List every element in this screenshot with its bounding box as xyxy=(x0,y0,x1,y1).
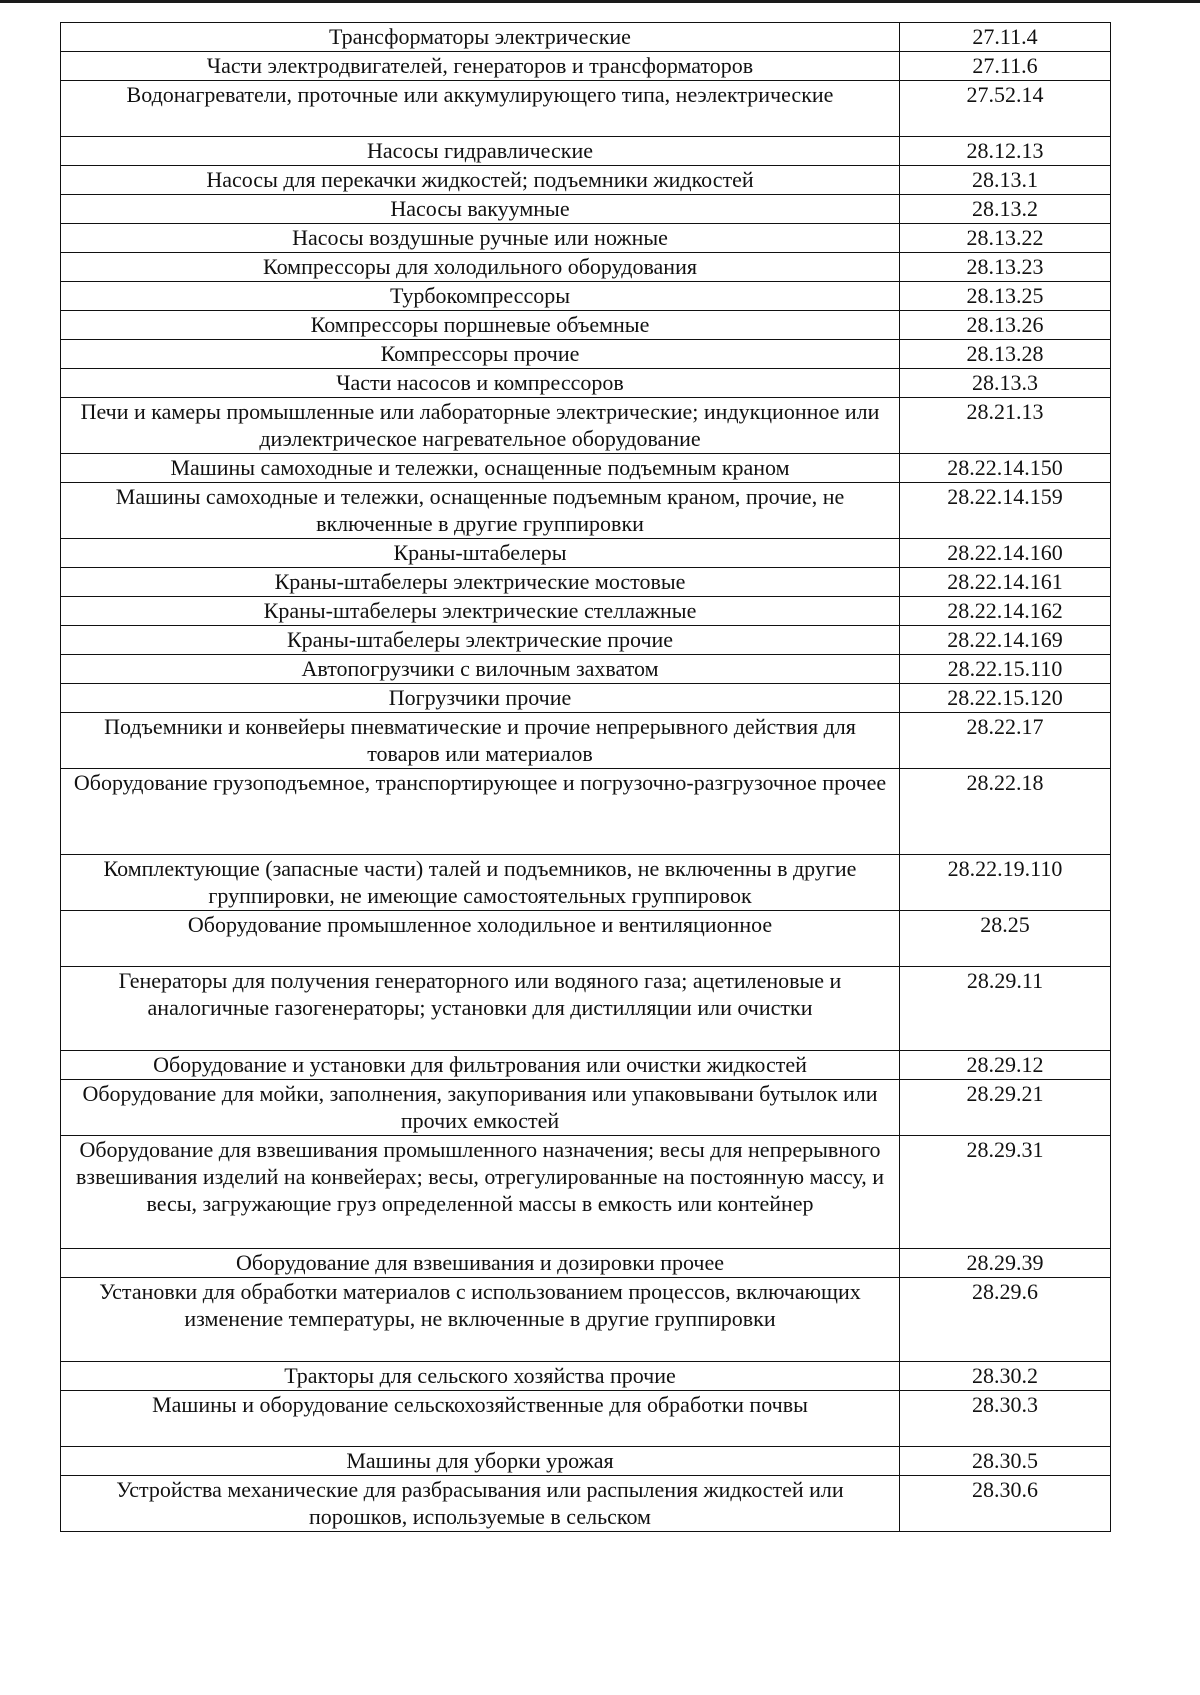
item-code-cell: 27.11.4 xyxy=(900,23,1111,52)
item-code-cell: 28.13.26 xyxy=(900,311,1111,340)
item-code-cell: 28.30.6 xyxy=(900,1476,1111,1532)
table-body xyxy=(61,23,1111,1532)
item-name-cell: Печи и камеры промышленные или лабораторные электрические; индукционное или диэлектрическое нагревательное оборудование xyxy=(61,398,900,454)
table-row xyxy=(61,684,1111,713)
table-row xyxy=(61,1136,1111,1249)
item-code-cell: 28.22.15.110 xyxy=(900,655,1111,684)
item-code-cell: 27.52.14 xyxy=(900,81,1111,137)
item-code-cell: 28.25 xyxy=(900,911,1111,967)
item-code-cell: 28.29.39 xyxy=(900,1249,1111,1278)
item-code-cell: 28.13.2 xyxy=(900,195,1111,224)
item-code-cell: 28.22.19.110 xyxy=(900,855,1111,911)
table-row xyxy=(61,967,1111,1051)
table-row xyxy=(61,1476,1111,1532)
top-scan-edge xyxy=(0,0,1200,3)
table-row xyxy=(61,454,1111,483)
item-code-cell: 28.13.25 xyxy=(900,282,1111,311)
item-code-cell: 28.29.6 xyxy=(900,1278,1111,1362)
table-row xyxy=(61,81,1111,137)
item-code-cell: 28.22.18 xyxy=(900,769,1111,855)
table-row xyxy=(61,539,1111,568)
table-row xyxy=(61,340,1111,369)
item-code-cell: 28.13.28 xyxy=(900,340,1111,369)
table-row xyxy=(61,23,1111,52)
item-name-cell: Краны-штабелеры электрические стеллажные xyxy=(61,597,900,626)
table-row xyxy=(61,568,1111,597)
item-code-cell: 28.30.5 xyxy=(900,1447,1111,1476)
item-code-cell: 28.29.21 xyxy=(900,1080,1111,1136)
table-row xyxy=(61,224,1111,253)
table-row xyxy=(61,195,1111,224)
table-row xyxy=(61,855,1111,911)
item-name-cell: Краны-штабелеры xyxy=(61,539,900,568)
item-name-cell: Водонагреватели, проточные или аккумулирующего типа, неэлектрические xyxy=(61,81,900,137)
table-row xyxy=(61,1249,1111,1278)
item-code-cell: 28.13.22 xyxy=(900,224,1111,253)
item-name-cell: Оборудование грузоподъемное, транспортирующее и погрузочно-разгрузочное прочее xyxy=(61,769,900,855)
item-code-cell: 28.13.1 xyxy=(900,166,1111,195)
item-name-cell: Оборудование для взвешивания и дозировки прочее xyxy=(61,1249,900,1278)
item-name-cell: Установки для обработки материалов с использованием процессов, включающих изменение температуры, не включенные в другие группировки xyxy=(61,1278,900,1362)
table-row xyxy=(61,52,1111,81)
item-name-cell: Краны-штабелеры электрические мостовые xyxy=(61,568,900,597)
item-name-cell: Компрессоры поршневые объемные xyxy=(61,311,900,340)
item-code-cell: 28.30.3 xyxy=(900,1391,1111,1447)
item-name-cell: Погрузчики прочие xyxy=(61,684,900,713)
item-name-cell: Машины самоходные и тележки, оснащенные подъемным краном xyxy=(61,454,900,483)
item-name-cell: Машины и оборудование сельскохозяйственные для обработки почвы xyxy=(61,1391,900,1447)
item-name-cell: Части электродвигателей, генераторов и трансформаторов xyxy=(61,52,900,81)
item-name-cell: Автопогрузчики с вилочным захватом xyxy=(61,655,900,684)
item-name-cell: Насосы для перекачки жидкостей; подъемники жидкостей xyxy=(61,166,900,195)
table-row xyxy=(61,253,1111,282)
table-row xyxy=(61,137,1111,166)
table-row xyxy=(61,311,1111,340)
item-code-cell: 28.21.13 xyxy=(900,398,1111,454)
table-row xyxy=(61,483,1111,539)
item-name-cell: Оборудование для взвешивания промышленного назначения; весы для непрерывного взвешивания изделий на конвейерах; весы, отрегулированные на постоянную массу, и весы, загружающие груз определенной массы в емкость или контейнер xyxy=(61,1136,900,1249)
item-name-cell: Оборудование для мойки, заполнения, закупоривания или упаковывани бутылок или прочих емкостей xyxy=(61,1080,900,1136)
item-name-cell: Части насосов и компрессоров xyxy=(61,369,900,398)
item-name-cell: Тракторы для сельского хозяйства прочие xyxy=(61,1362,900,1391)
item-name-cell: Генераторы для получения генераторного или водяного газа; ацетиленовые и аналогичные газогенераторы; установки для дистилляции или очистки xyxy=(61,967,900,1051)
item-code-cell: 28.22.15.120 xyxy=(900,684,1111,713)
table-row xyxy=(61,1447,1111,1476)
table-row xyxy=(61,655,1111,684)
item-name-cell: Оборудование промышленное холодильное и вентиляционное xyxy=(61,911,900,967)
item-code-cell: 28.12.13 xyxy=(900,137,1111,166)
item-code-cell: 28.22.14.150 xyxy=(900,454,1111,483)
item-name-cell: Комплектующие (запасные части) талей и подъемников, не включенны в другие группировки, не имеющие самостоятельных группировок xyxy=(61,855,900,911)
item-code-cell: 28.22.14.159 xyxy=(900,483,1111,539)
table-row xyxy=(61,398,1111,454)
table-row xyxy=(61,911,1111,967)
item-name-cell: Турбокомпрессоры xyxy=(61,282,900,311)
item-name-cell: Устройства механические для разбрасывания или распыления жидкостей или порошков, используемые в сельском xyxy=(61,1476,900,1532)
item-code-cell: 28.22.14.162 xyxy=(900,597,1111,626)
item-name-cell: Трансформаторы электрические xyxy=(61,23,900,52)
item-name-cell: Компрессоры прочие xyxy=(61,340,900,369)
item-name-cell: Машины для уборки урожая xyxy=(61,1447,900,1476)
table-row xyxy=(61,769,1111,855)
table-row xyxy=(61,1391,1111,1447)
table-row xyxy=(61,713,1111,769)
table-row xyxy=(61,166,1111,195)
item-name-cell: Оборудование и установки для фильтрования или очистки жидкостей xyxy=(61,1051,900,1080)
table-row xyxy=(61,626,1111,655)
table-row xyxy=(61,1051,1111,1080)
item-name-cell: Машины самоходные и тележки, оснащенные подъемным краном, прочие, не включенные в другие группировки xyxy=(61,483,900,539)
item-name-cell: Насосы вакуумные xyxy=(61,195,900,224)
table-row xyxy=(61,597,1111,626)
item-name-cell: Компрессоры для холодильного оборудования xyxy=(61,253,900,282)
item-code-cell: 27.11.6 xyxy=(900,52,1111,81)
item-code-cell: 28.22.17 xyxy=(900,713,1111,769)
table-row xyxy=(61,1362,1111,1391)
table-row xyxy=(61,1080,1111,1136)
item-code-cell: 28.29.12 xyxy=(900,1051,1111,1080)
item-name-cell: Насосы гидравлические xyxy=(61,137,900,166)
item-name-cell: Насосы воздушные ручные или ножные xyxy=(61,224,900,253)
item-code-cell: 28.13.23 xyxy=(900,253,1111,282)
item-code-cell: 28.22.14.169 xyxy=(900,626,1111,655)
item-code-cell: 28.22.14.160 xyxy=(900,539,1111,568)
table-row xyxy=(61,282,1111,311)
item-code-cell: 28.13.3 xyxy=(900,369,1111,398)
item-code-cell: 28.22.14.161 xyxy=(900,568,1111,597)
item-code-cell: 28.29.11 xyxy=(900,967,1111,1051)
classifier-table xyxy=(60,22,1111,1532)
item-code-cell: 28.29.31 xyxy=(900,1136,1111,1249)
item-code-cell: 28.30.2 xyxy=(900,1362,1111,1391)
item-name-cell: Краны-штабелеры электрические прочие xyxy=(61,626,900,655)
table-row xyxy=(61,1278,1111,1362)
table-row xyxy=(61,369,1111,398)
item-name-cell: Подъемники и конвейеры пневматические и прочие непрерывного действия для товаров или материалов xyxy=(61,713,900,769)
